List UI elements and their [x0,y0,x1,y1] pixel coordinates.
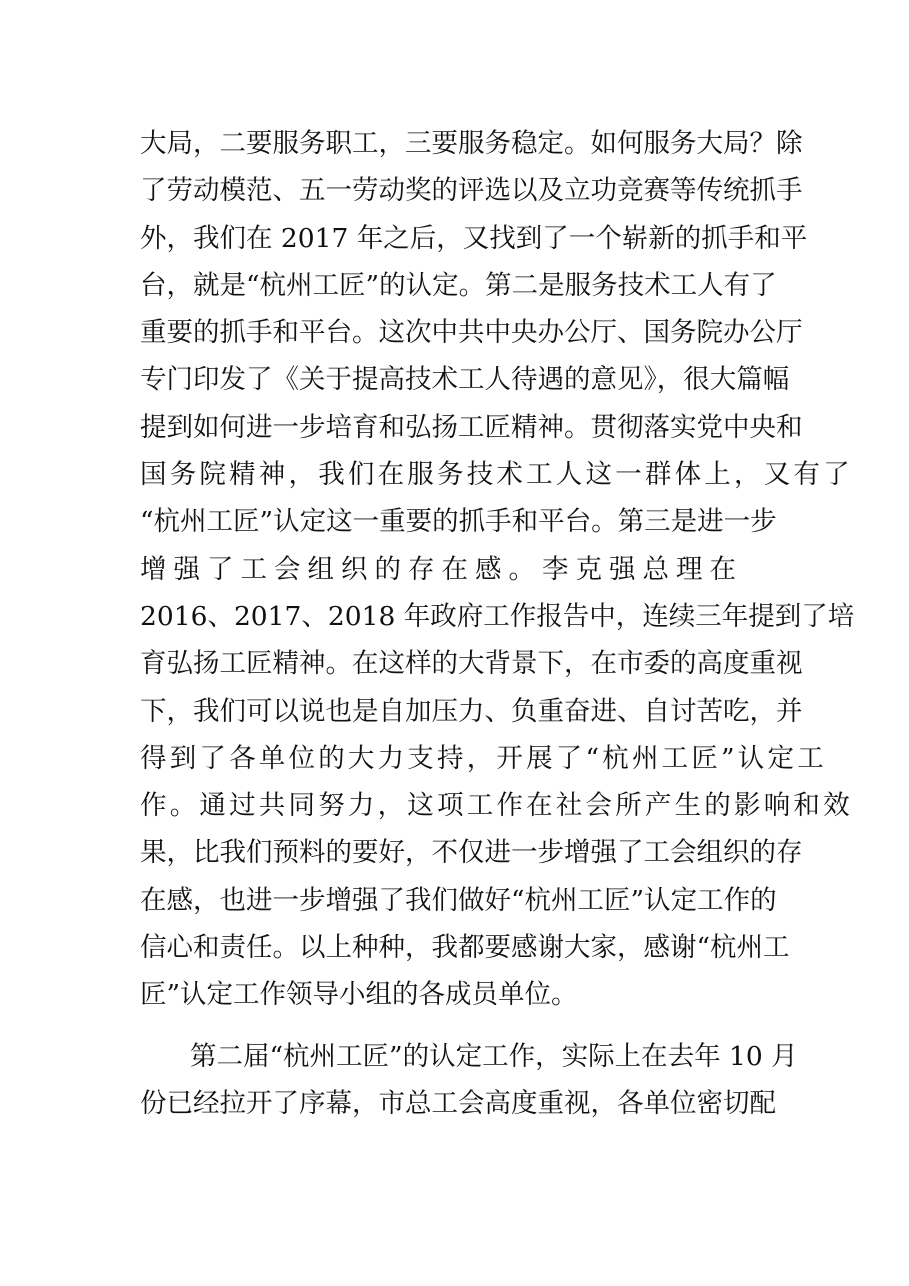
text-line: 2016、2017、2018 年政府工作报告中，连续三年提到了培 [140,600,855,632]
paragraph-gap [140,1019,770,1033]
paragraph-1 [140,120,855,1019]
text-line: “杭州工匠”认定这一重要的抓手和平台。第三是进一步 [140,506,777,538]
text-line: 份已经拉开了序幕，市总工会高度重视，各单位密切配 [140,1087,776,1119]
text-line: 提到如何进一步培育和弘扬工匠精神。贯彻落实党中央和 [140,411,803,443]
paragraph-2 [140,1033,798,1128]
text-line: 专门印发了《关于提高技术工人待遇的意见》，很大篇幅 [140,364,790,396]
text-line: 第二届“杭州工匠”的认定工作，实际上在去年 10 月 [190,1040,798,1072]
text-line: 在感，也进一步增强了我们做好“杭州工匠”认定工作的 [140,884,777,916]
text-line: 信心和责任。以上种种，我都要感谢大家，感谢“杭州工 [140,932,790,964]
text-line: 作。通过共同努力，这项工作在社会所产生的影响和效 [140,790,853,822]
text-line: 重要的抓手和平台。这次中共中央办公厅、国务院办公厅 [140,317,803,349]
text-line: 果，比我们预料的要好，不仅进一步增强了工会组织的存 [140,837,803,869]
text-line: 大局，二要服务职工，三要服务稳定。如何服务大局？除 [140,128,803,159]
text-line: 台，就是“杭州工匠”的认定。第二是服务技术工人有了 [140,269,777,301]
text-line: 下，我们可以说也是自加压力、负重奋进、自讨苦吃，并 [140,695,803,727]
text-line: 增强了工会组织的存在感。李克强总理在 [140,553,743,585]
text-line: 外，我们在 2017 年之后，又找到了一个崭新的抓手和平 [140,222,808,254]
text-line: 得到了各单位的大力支持，开展了“杭州工匠”认定工 [140,742,827,774]
text-line: 匠”认定工作领导小组的各成员单位。 [140,979,578,1011]
text-line: 了劳动模范、五一劳动奖的评选以及立功竞赛等传统抓手 [140,175,803,207]
text-line: 育弘扬工匠精神。在这样的大背景下，在市委的高度重视 [140,648,803,680]
text-line: 国务院精神，我们在服务技术工人这一群体上，又有了 [140,459,853,491]
document-body [140,120,855,1127]
